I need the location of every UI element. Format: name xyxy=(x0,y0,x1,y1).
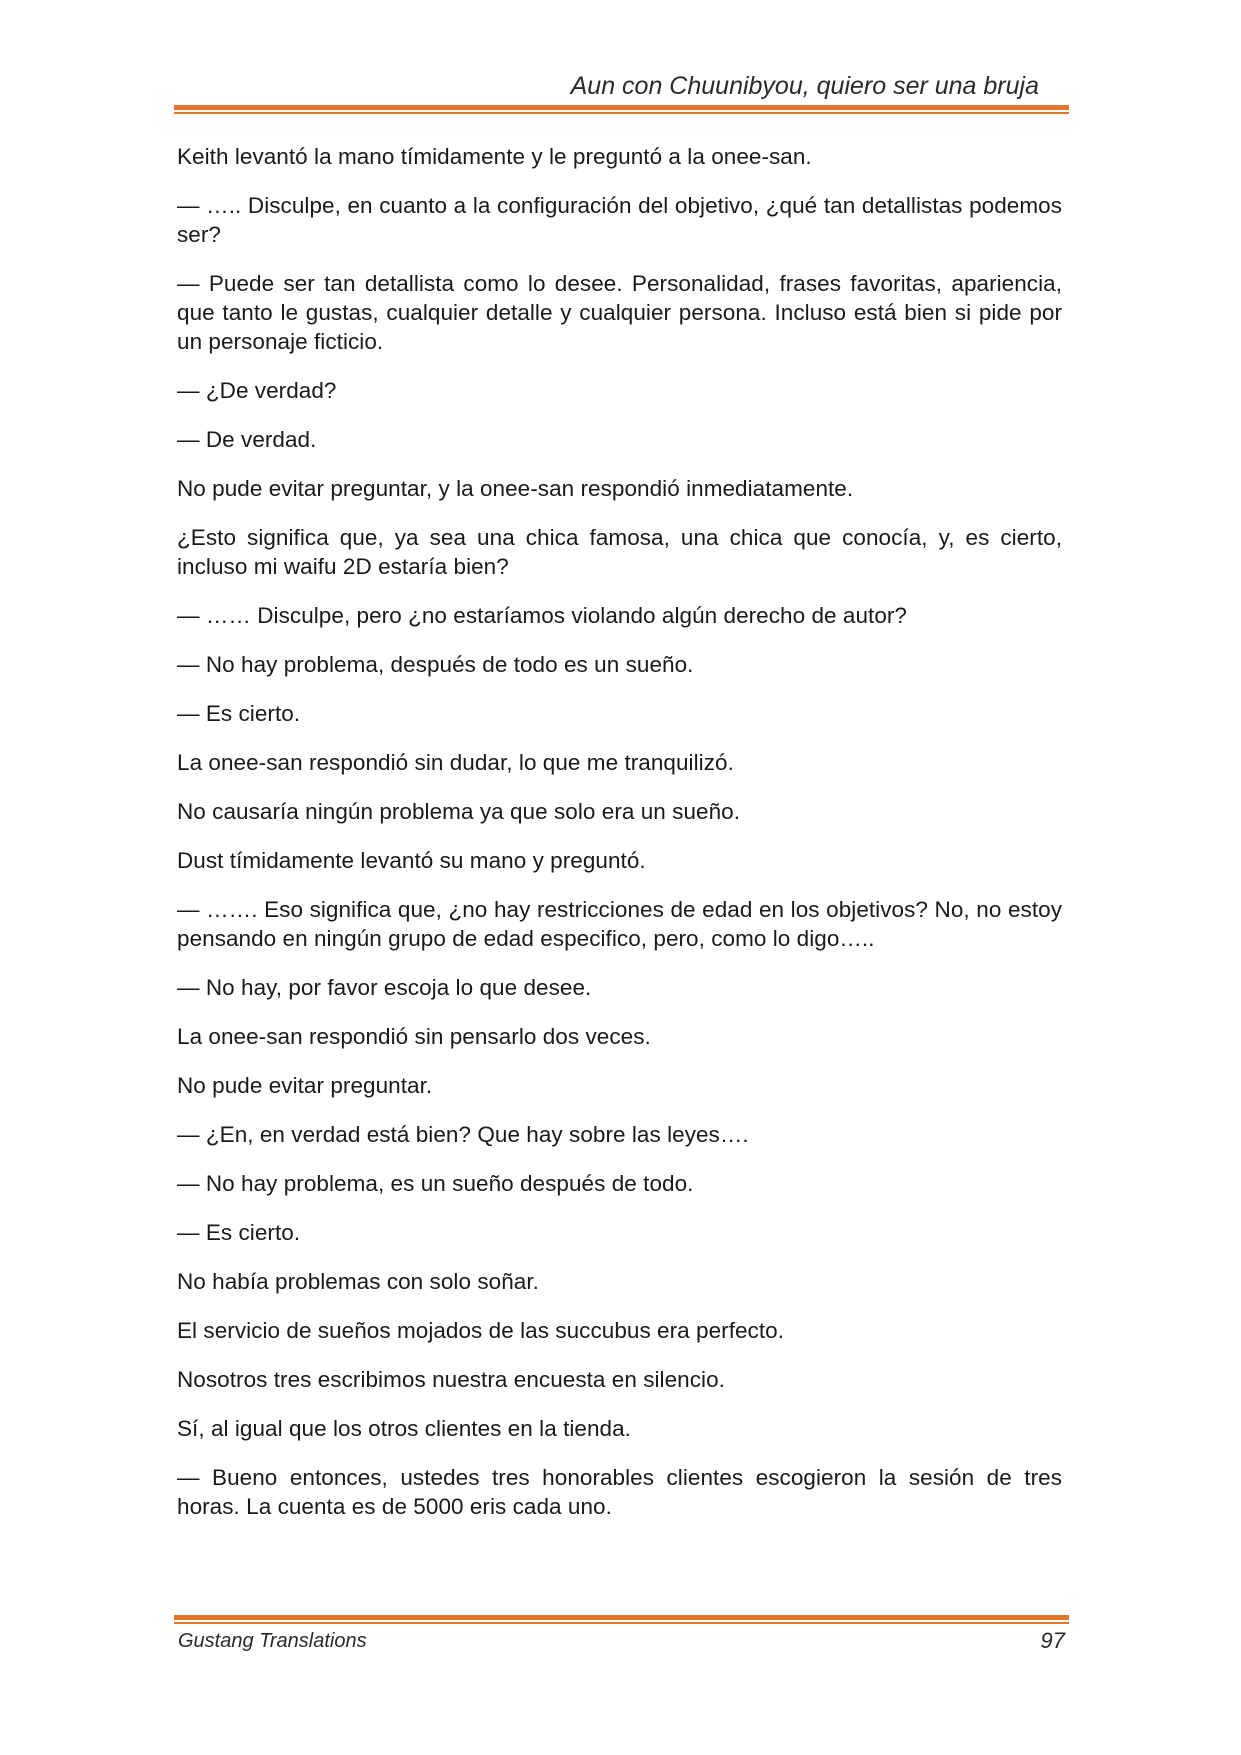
paragraph: — De verdad. xyxy=(177,427,317,452)
paragraph: Keith levantó la mano tímidamente y le preguntó a la onee-san. xyxy=(177,144,812,169)
paragraph: No había problemas con solo soñar. xyxy=(177,1269,539,1294)
paragraph: — Es cierto. xyxy=(177,701,301,726)
paragraph: La onee-san respondió sin pensarlo dos veces. xyxy=(177,1024,651,1049)
paragraph: — No hay problema, después de todo es un sueño. xyxy=(177,652,694,677)
paragraph: — No hay, por favor escoja lo que desee. xyxy=(177,975,592,1000)
paragraph: Dust tímidamente levantó su mano y preguntó. xyxy=(177,848,646,873)
page-number: 97 xyxy=(1040,1628,1065,1653)
paragraph: — …… Disculpe, pero ¿no estaríamos violando algún derecho de autor? xyxy=(177,603,907,628)
footer-credit: Gustang Translations xyxy=(178,1630,367,1652)
paragraph: — Es cierto. xyxy=(177,1220,301,1245)
paragraph: — ….. Disculpe, en cuanto a la configuración del objetivo, ¿qué tan detallistas podemos ser? xyxy=(177,193,1062,247)
page-body xyxy=(177,142,1062,1541)
paragraph: No pude evitar preguntar, y la onee-san respondió inmediatamente. xyxy=(177,476,854,501)
paragraph: — Bueno entonces, ustedes tres honorables clientes escogieron la sesión de tres horas. La cuenta es de 5000 eris cada uno. xyxy=(177,1465,1062,1519)
paragraph: — ¿De verdad? xyxy=(177,378,337,403)
paragraph: No pude evitar preguntar. xyxy=(177,1073,433,1098)
paragraph: El servicio de sueños mojados de las succubus era perfecto. xyxy=(177,1318,785,1343)
paragraph: — No hay problema, es un sueño después de todo. xyxy=(177,1171,694,1196)
paragraph: — ¿En, en verdad está bien? Que hay sobre las leyes…. xyxy=(177,1122,749,1147)
header-rule xyxy=(174,105,1069,114)
paragraph: Sí, al igual que los otros clientes en la tienda. xyxy=(177,1416,631,1441)
paragraph: No causaría ningún problema ya que solo era un sueño. xyxy=(177,799,741,824)
paragraph: Nosotros tres escribimos nuestra encuesta en silencio. xyxy=(177,1367,725,1392)
paragraph: — Puede ser tan detallista como lo desee. Personalidad, frases favoritas, apariencia, que tanto le gustas, cualquier detalle y cualquier persona. Incluso está bien si pide por un personaje ficticio. xyxy=(177,271,1062,354)
footer-rule xyxy=(174,1615,1069,1624)
paragraph: ¿Esto significa que, ya sea una chica famosa, una chica que conocía, y, es cierto, incluso mi waifu 2D estaría bien? xyxy=(177,525,1062,579)
paragraph: La onee-san respondió sin dudar, lo que me tranquilizó. xyxy=(177,750,734,775)
running-header-title: Aun con Chuunibyou, quiero ser una bruja xyxy=(570,72,1039,100)
paragraph: — ……. Eso significa que, ¿no hay restricciones de edad en los objetivos? No, no estoy pensando en ningún grupo de edad especifico, pero, como lo digo….. xyxy=(177,897,1062,951)
